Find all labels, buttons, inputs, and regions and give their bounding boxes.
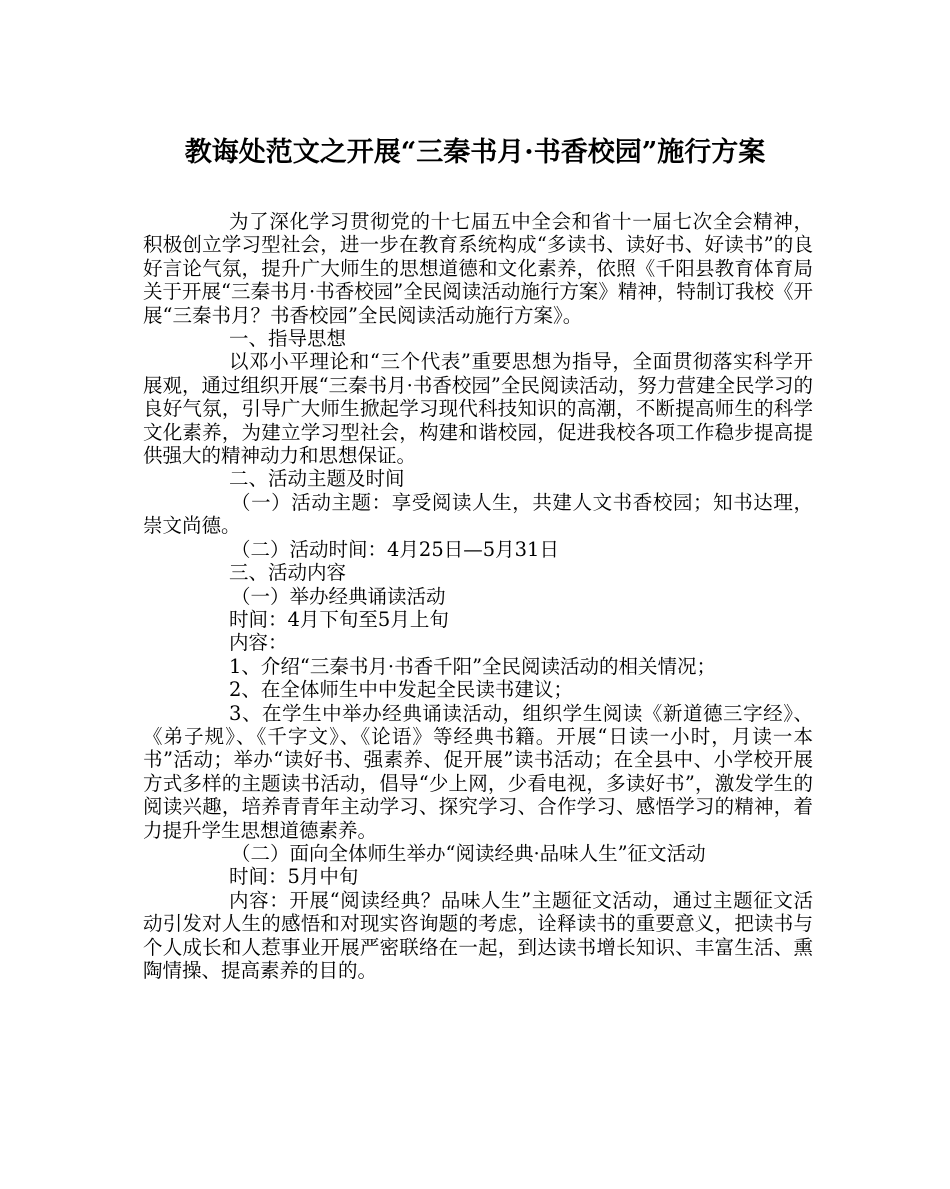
paragraph: 时间：5月中旬 [229, 865, 359, 889]
section-heading: 三、活动内容 [229, 561, 347, 585]
document-body [143, 210, 813, 982]
paragraph: 以邓小平理论和“三个代表”重要思想为指导，全面贯彻落实科学开展观，通过组织开展“三秦书月·书香校园”全民阅读活动，努力营建全民学习的良好气氛，引导广大师生掀起学习现代科技知识的高潮，不断提高师生的科学文化素养，为建立学习型社会，构建和谐校园，促进我校各项工作稳步提高提供强大的精神动力和思想保证。 [143, 350, 813, 468]
list-item: 2、在全体师生中中发起全民读书建议； [229, 678, 573, 702]
subsection-heading: （二）面向全体师生举办“阅读经典·品味人生”征文活动 [231, 841, 706, 865]
paragraph: 内容： [229, 631, 288, 655]
paragraph: 时间：4月下旬至5月上旬 [229, 607, 449, 631]
section-heading: 二、活动主题及时间 [229, 467, 405, 491]
paragraph: （一）活动主题：享受阅读人生，共建人文书香校园；知书达理，崇文尚德。 [143, 490, 813, 538]
list-item: 3、在学生中举办经典诵读活动，组织学生阅读《新道德三字经》、《弟子规》、《千字文》、《论语》等经典书籍。开展“日读一小时，月读一本书”活动；举办“读好书、强素养、促开展”读书活动；在全县中、小学校开展方式多样的主题读书活动，倡导“少上网，少看电视，多读好书”，激发学生的阅读兴趣，培养青青年主动学习、探究学习、合作学习、感悟学习的精神，着力提升学生思想道德素养。 [143, 701, 813, 842]
paragraph: （二）活动时间：4月25日—5月31日 [231, 537, 559, 561]
subsection-heading: （一）举办经典诵读活动 [231, 584, 446, 608]
section-heading: 一、指导思想 [229, 327, 347, 351]
list-item: 1、介绍“三秦书月·书香千阳”全民阅读活动的相关情况； [229, 654, 717, 678]
document-title: 教诲处范文之开展“三秦书月·书香校园”施行方案 [184, 137, 766, 168]
paragraph-intro: 为了深化学习贯彻党的十七届五中全会和省十一届七次全会精神，积极创立学习型社会，进一步在教育系统构成“多读书、读好书、好读书”的良好言论气氛，提升广大师生的思想道德和文化素养，依照《千阳县教育体育局关于开展“三秦书月·书香校园”全民阅读活动施行方案》精神，特制订我校《开展“三秦书月？书香校园”全民阅读活动施行方案》。 [143, 210, 813, 327]
paragraph: 内容：开展“阅读经典？品味人生”主题征文活动，通过主题征文活动引发对人生的感悟和对现实咨询题的考虑，诠释读书的重要意义，把读书与个人成长和人惹事业开展严密联络在一起，到达读书增长知识、丰富生活、熏陶情操、提高素养的目的。 [143, 888, 813, 982]
